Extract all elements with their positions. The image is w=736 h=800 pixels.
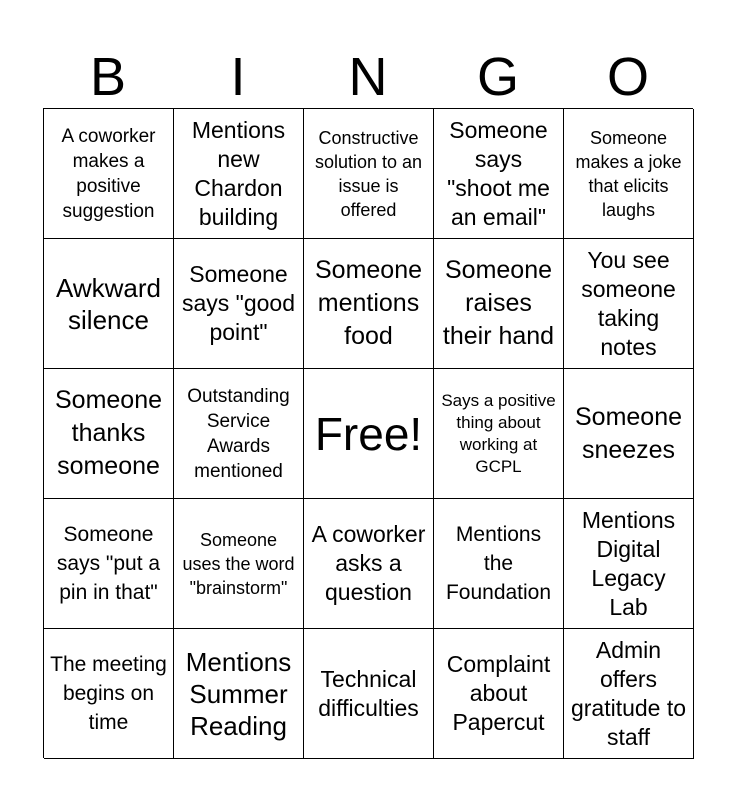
bingo-cell[interactable] xyxy=(564,629,694,759)
bingo-cell[interactable] xyxy=(174,369,304,499)
cell-text: Someone says "good point" xyxy=(181,261,295,345)
cell-text: The meeting begins on time xyxy=(50,653,167,734)
bingo-cell[interactable] xyxy=(174,239,304,369)
cell-text: Someone says "shoot me an email" xyxy=(447,116,550,230)
cell-text: Someone uses the word "brainstorm" xyxy=(182,529,295,598)
bingo-cell[interactable] xyxy=(44,369,174,499)
cell-text: Constructive solution to an issue is offered xyxy=(314,127,423,220)
cell-text: Awkward silence xyxy=(55,272,161,335)
bingo-cell[interactable] xyxy=(304,499,434,629)
bingo-header xyxy=(43,46,693,108)
header-letter-g: G xyxy=(476,47,519,107)
bingo-cell[interactable] xyxy=(174,109,304,239)
bingo-cell[interactable] xyxy=(434,239,564,369)
cell-text: You see someone taking notes xyxy=(581,246,676,360)
cell-text: Someone says "put a pin in that" xyxy=(56,523,161,604)
bingo-cell[interactable] xyxy=(434,109,564,239)
bingo-cell[interactable] xyxy=(434,369,564,499)
cell-text: Complaint about Papercut xyxy=(446,651,551,735)
bingo-cell[interactable] xyxy=(304,629,434,759)
cell-text: Says a positive thing about working at GCPL xyxy=(441,390,556,476)
bingo-cell[interactable] xyxy=(564,499,694,629)
bingo-cell[interactable] xyxy=(304,239,434,369)
cell-text: Admin offers gratitude to staff xyxy=(570,636,687,750)
bingo-cell[interactable] xyxy=(44,499,174,629)
cell-text: Mentions Digital Legacy Lab xyxy=(581,506,676,620)
cell-text: Someone sneezes xyxy=(574,402,683,464)
bingo-cell[interactable] xyxy=(564,369,694,499)
cell-text: Outstanding Service Awards mentioned xyxy=(187,385,290,482)
cell-text: Someone raises their hand xyxy=(442,256,555,350)
bingo-cell[interactable] xyxy=(174,629,304,759)
bingo-cell[interactable] xyxy=(44,109,174,239)
bingo-cell[interactable] xyxy=(304,109,434,239)
bingo-cell[interactable] xyxy=(434,499,564,629)
bingo-board xyxy=(43,108,693,758)
bingo-cell[interactable] xyxy=(564,109,694,239)
free-space-label: Free! xyxy=(314,407,423,460)
cell-text: Someone thanks someone xyxy=(54,386,163,480)
bingo-cell[interactable] xyxy=(44,629,174,759)
bingo-cell[interactable] xyxy=(434,629,564,759)
cell-text: A coworker asks a question xyxy=(311,521,426,605)
cell-text: A coworker makes a positive suggestion xyxy=(61,125,156,222)
cell-text: Technical difficulties xyxy=(318,665,419,721)
cell-text: Someone makes a joke that elicits laughs xyxy=(575,127,682,220)
header-letter-i: I xyxy=(230,47,246,107)
header-letter-o: O xyxy=(606,47,649,107)
bingo-cell[interactable] xyxy=(44,239,174,369)
header-letter-b: B xyxy=(89,47,127,107)
bingo-cell[interactable] xyxy=(174,499,304,629)
header-letter-n: N xyxy=(348,47,388,107)
cell-text: Mentions new Chardon building xyxy=(191,116,286,230)
cell-text: Someone mentions food xyxy=(314,256,423,350)
cell-text: Mentions Summer Reading xyxy=(185,646,292,741)
cell-text: Mentions the Foundation xyxy=(445,523,552,604)
bingo-cell[interactable] xyxy=(564,239,694,369)
bingo-cell-free[interactable] xyxy=(304,369,434,499)
